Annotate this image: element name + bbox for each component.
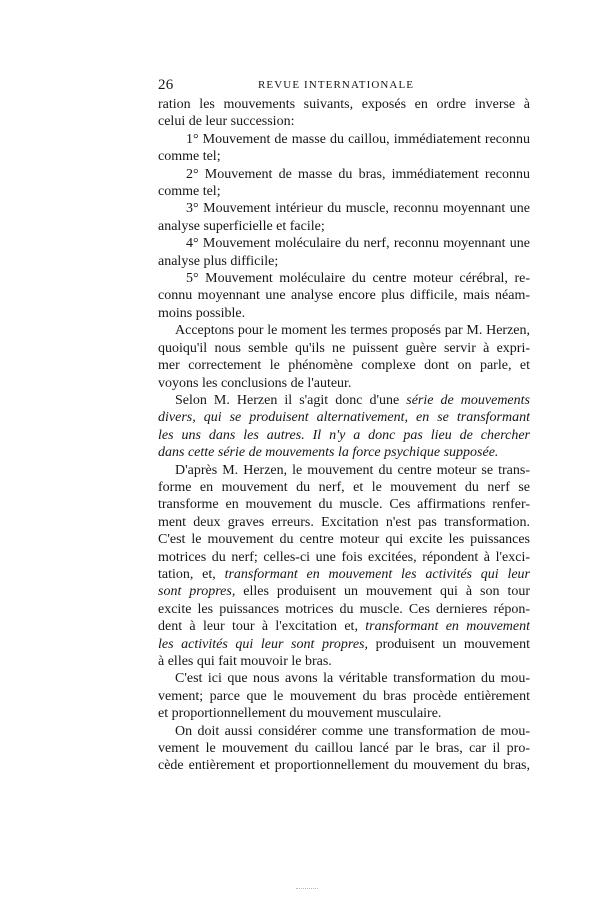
list-item: 3° Mouvement intérieur du muscle, reconnu moyennant une — [186, 201, 530, 217]
paragraph-start: Acceptons pour le moment les termes proposés par M. Herzen, — [175, 323, 530, 339]
italic-line: dans cette série de mouvements la force psychique supposée. — [158, 445, 499, 461]
text-segment: tation, et, — [158, 566, 216, 582]
list-item: 2° Mouvement de masse du bras, immédiatement reconnu — [186, 166, 530, 182]
paragraph-start: D'après M. Herzen, le mouvement du centre moteur se trans- — [175, 462, 530, 478]
text-line: celui de leur succession: — [158, 114, 295, 130]
text-segment: produisent un mouvement — [375, 636, 530, 652]
text-line — [158, 566, 530, 583]
text-line: moins possible. — [158, 305, 246, 321]
text-line: analyse plus difficile; — [158, 253, 279, 269]
text-line: transforme en mouvement du muscle. Ces affirmations renfer- — [158, 497, 530, 513]
text-line: excite les puissances motrices du muscle. Ces dernieres répon- — [158, 601, 530, 617]
page-header — [158, 77, 538, 95]
text-line: C'est le mouvement du centre moteur qui excite les puissances — [158, 532, 530, 548]
italic-segment: transformant en mouvement les activités qui leur — [224, 566, 530, 582]
text-line: vement le mouvement du caillou lancé par le bras, car il pro- — [158, 741, 530, 757]
running-title: REVUE INTERNATIONALE — [258, 79, 415, 91]
paragraph-start: C'est ici que nous avons la véritable transformation du mou- — [175, 671, 530, 687]
text-line: analyse superficielle et facile; — [158, 218, 325, 234]
italic-line: les uns dans les autres. Il n'y a donc pas lieu de chercher — [158, 427, 530, 443]
italic-line: divers, qui se produisent alternativement, en se transformant — [158, 410, 530, 426]
paragraph-start: On doit aussi considérer comme une transformation de mou- — [175, 723, 530, 739]
text-line: comme tel; — [158, 149, 221, 165]
paragraph-start — [158, 392, 530, 409]
text-line — [158, 636, 530, 653]
italic-segment: les activités qui leur sont propres, — [158, 636, 368, 652]
italic-segment: transformant en mouvement — [365, 619, 530, 635]
text-line: ment deux graves erreurs. Excitation n'est pas transformation. — [158, 514, 530, 530]
text-line: vement; parce que le mouvement du bras procède entièrement — [158, 688, 530, 704]
text-line: forme en mouvement du nerf, et le mouvement du nerf se — [158, 479, 530, 495]
list-item: 1° Mouvement de masse du caillou, immédiatement reconnu — [186, 131, 530, 147]
text-line — [158, 583, 530, 600]
italic-segment: série de mouvements — [406, 392, 530, 408]
text-segment: Selon M. Herzen il s'agit donc d'une — [175, 392, 400, 408]
text-line: quoiqu'il nous semble qu'ils ne puissent guère servir à expri- — [158, 340, 530, 356]
text-line: motrices du nerf; celles-ci une fois excitées, répondent à l'exci- — [158, 549, 530, 565]
text-segment: dent à leur tour à l'excitation et, — [158, 619, 358, 635]
list-item: 4° Mouvement moléculaire du nerf, reconnu moyennant une — [186, 236, 530, 252]
text-line — [158, 618, 530, 635]
text-line: comme tel; — [158, 184, 221, 200]
list-item: 5° Mouvement moléculaire du centre moteur cérébral, re- — [186, 271, 530, 287]
text-line: à elles qui fait mouvoir le bras. — [158, 654, 332, 669]
text-segment: elles produisent un mouvement qui à son tour — [243, 584, 530, 600]
text-line: mer correctement le phénomène complexe dont on parle, et — [158, 358, 530, 374]
footer-mark — [296, 888, 318, 892]
italic-segment: sont propres, — [158, 584, 236, 600]
text-line: et proportionnellement du mouvement musculaire. — [158, 706, 442, 722]
page-number: 26 — [158, 77, 174, 93]
text-line: ration les mouvements suivants, exposés en ordre inverse à — [158, 97, 530, 112]
text-line: voyons les conclusions de l'auteur. — [158, 375, 352, 391]
text-line: connu moyennant une analyse encore plus difficile, mais néam- — [158, 288, 530, 304]
text-line: cède entièrement et proportionnellement du mouvement du bras, — [158, 758, 530, 774]
body-text — [158, 96, 530, 775]
